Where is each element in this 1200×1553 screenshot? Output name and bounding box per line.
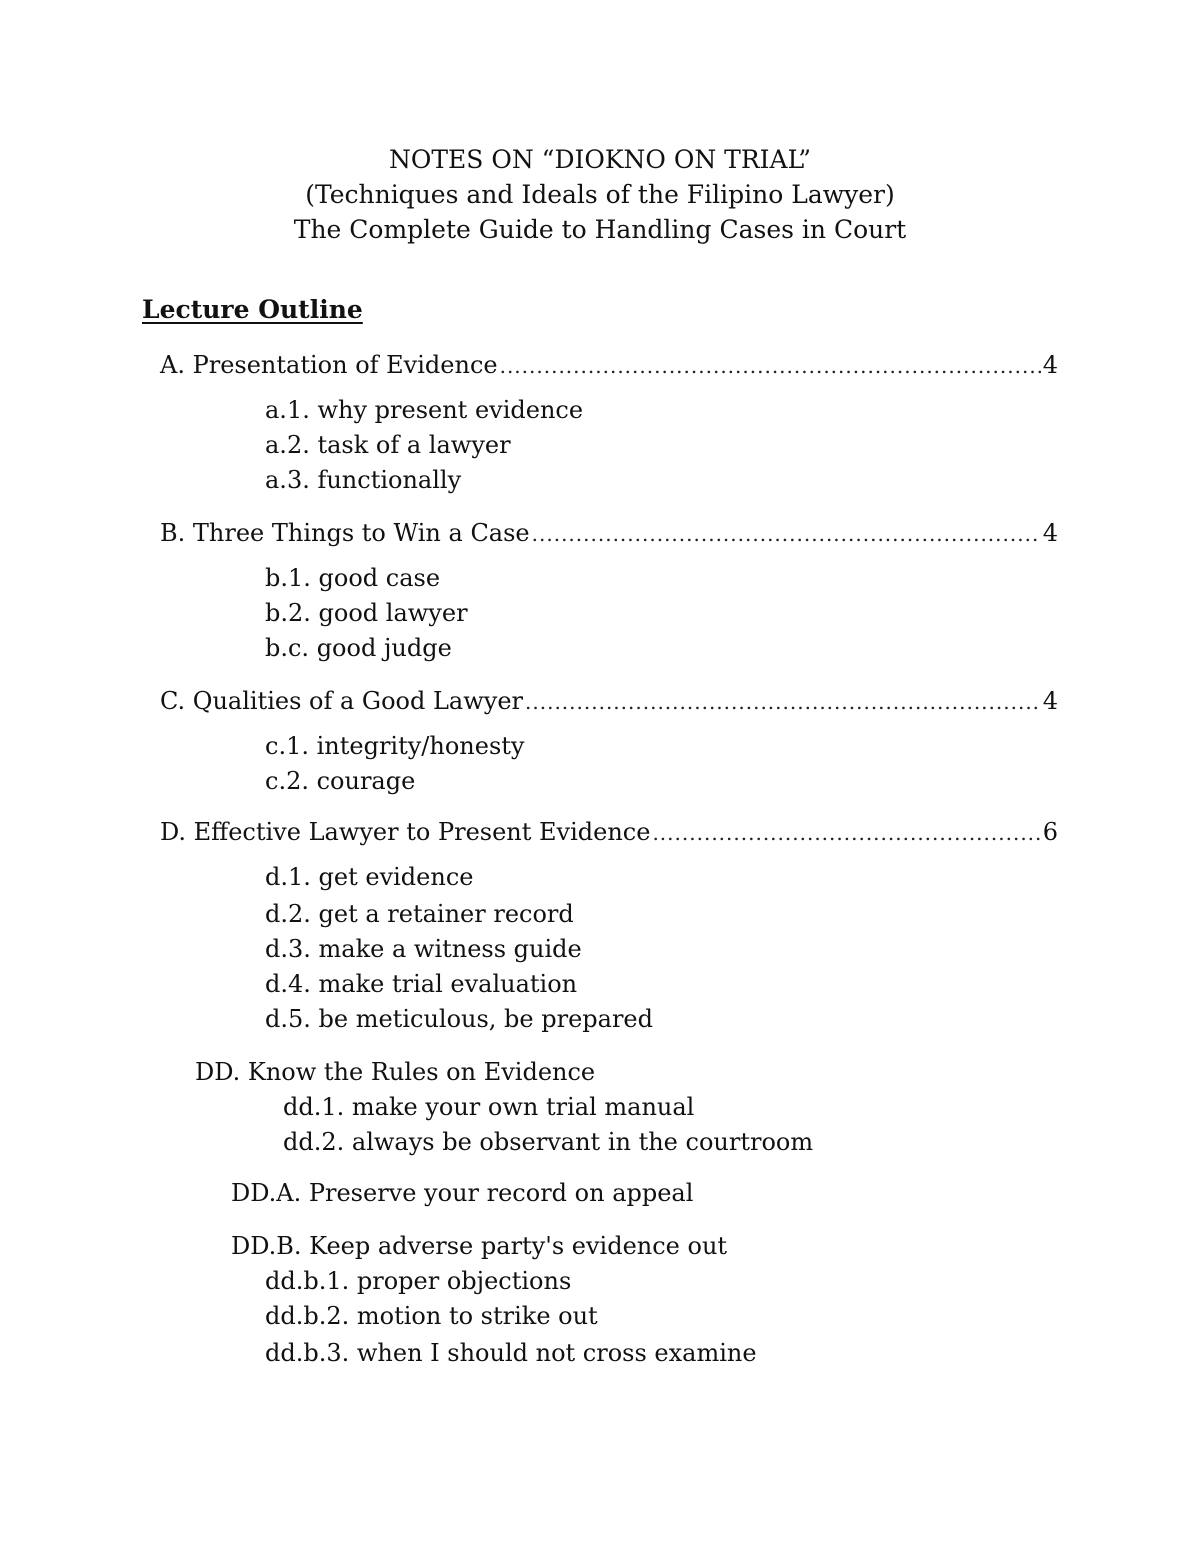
outline-item: d.3. make a witness guide — [265, 935, 582, 963]
toc-entry-d — [160, 815, 1058, 850]
toc-entry-label: C. Qualities of a Good Lawyer — [160, 687, 524, 715]
toc-page-number: 6 — [1042, 818, 1058, 846]
toc-page-number: 4 — [1042, 519, 1058, 547]
outline-item: dd.b.1. proper objections — [265, 1267, 572, 1295]
outline-item: dd.2. always be observant in the courtroom — [283, 1128, 814, 1156]
document-subtitle: (Techniques and Ideals of the Filipino Lawyer) — [305, 180, 895, 209]
outline-heading: Lecture Outline — [142, 295, 363, 324]
toc-entry-label: D. Effective Lawyer to Present Evidence — [160, 818, 651, 846]
outline-item: b.2. good lawyer — [265, 599, 468, 627]
document-tagline: The Complete Guide to Handling Cases in Court — [293, 215, 907, 244]
dot-leader — [652, 816, 1040, 850]
toc-entry-b — [160, 516, 1058, 551]
outline-item: a.2. task of a lawyer — [265, 431, 511, 459]
outline-item: b.c. good judge — [265, 634, 452, 662]
outline-item: b.1. good case — [265, 564, 441, 592]
outline-item: a.1. why present evidence — [265, 396, 584, 424]
outline-item: d.2. get a retainer record — [265, 900, 574, 928]
dot-leader — [532, 517, 1041, 551]
toc-entry-c — [160, 684, 1058, 719]
outline-item: dd.1. make your own trial manual — [283, 1093, 695, 1121]
outline-subsection-dda: DD.A. Preserve your record on appeal — [231, 1179, 694, 1207]
toc-entry-label: A. Presentation of Evidence — [160, 351, 498, 379]
outline-subsection-ddb: DD.B. Keep adverse party's evidence out — [231, 1232, 728, 1260]
outline-item: c.1. integrity/honesty — [265, 732, 525, 760]
outline-item: dd.b.3. when I should not cross examine — [265, 1339, 757, 1367]
toc-page-number: 4 — [1042, 351, 1058, 379]
toc-entry-label: B. Three Things to Win a Case — [160, 519, 530, 547]
outline-item: dd.b.2. motion to strike out — [265, 1302, 598, 1330]
outline-item: c.2. courage — [265, 767, 416, 795]
toc-page-number: 4 — [1042, 687, 1058, 715]
outline-subsection-dd: DD. Know the Rules on Evidence — [195, 1058, 596, 1086]
outline-item: d.4. make trial evaluation — [265, 970, 578, 998]
document-title: NOTES ON “DIOKNO ON TRIAL” — [388, 145, 811, 174]
dot-leader — [500, 349, 1041, 383]
dot-leader — [525, 685, 1041, 719]
outline-item: d.5. be meticulous, be prepared — [265, 1005, 653, 1033]
outline-item: a.3. functionally — [265, 466, 462, 494]
toc-entry-a — [160, 348, 1058, 383]
outline-item: d.1. get evidence — [265, 863, 474, 891]
